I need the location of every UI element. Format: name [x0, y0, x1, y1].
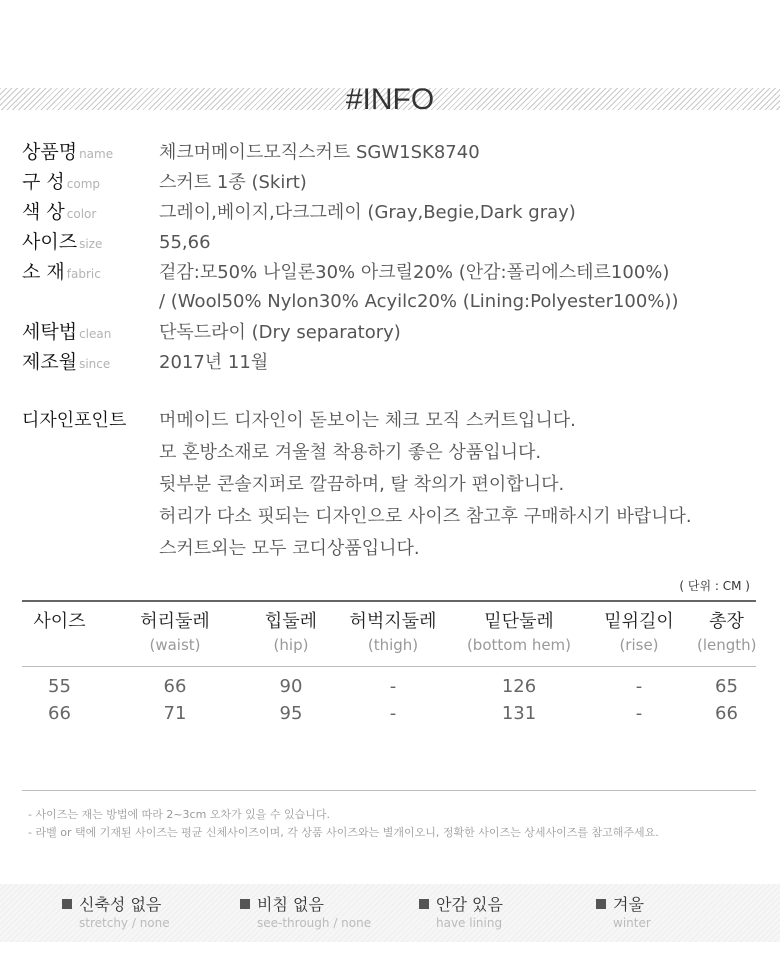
table-cell: 66 — [48, 703, 71, 724]
table-cell: 66 — [715, 703, 738, 724]
table-bottom-line — [22, 790, 756, 791]
table-cell: 126 — [501, 676, 537, 697]
spec-list — [22, 137, 762, 377]
table-cell: - — [389, 676, 397, 697]
feature-label: 안감 있음 — [436, 895, 503, 914]
design-point-line: 스커트외는 모두 코디상품입니다. — [159, 538, 420, 559]
spec-value: / (Wool50% Nylon30% Acyilc20% (Lining:Polyester100%)) — [159, 291, 679, 312]
spec-value: 단독드라이 (Dry separatory) — [159, 322, 401, 343]
square-bullet-icon — [240, 899, 250, 909]
spec-label-en: size — [79, 237, 103, 251]
feature-sublabel: see-through / none — [257, 916, 372, 930]
header-cell: 사이즈 — [33, 611, 86, 632]
spec-label-en: since — [79, 357, 111, 371]
design-point-line: 뒷부분 콘솔지퍼로 깔끔하며, 탈 착의가 편이합니다. — [159, 474, 565, 495]
spec-label-en: name — [79, 147, 114, 161]
spec-value: 겉감:모50% 나일론30% 아크릴20% (안감:폴리에스테르100%) — [159, 262, 670, 283]
spec-row-name — [22, 137, 762, 167]
table-cell: 65 — [715, 676, 738, 697]
info-title: #INFO — [345, 83, 435, 116]
header-cell: 허리둘레 (waist) — [140, 611, 210, 654]
spec-label-ko: 상품명 — [22, 141, 78, 163]
feature-band — [0, 884, 780, 942]
table-header-row — [22, 602, 756, 666]
feature-sublabel: stretchy / none — [79, 916, 170, 930]
spec-row-clean — [22, 317, 762, 347]
spec-label-en: clean — [79, 327, 112, 341]
spec-value: 55,66 — [159, 232, 211, 253]
table-row — [22, 673, 756, 700]
spec-label-ko: 제조월 — [22, 351, 78, 373]
spec-label-en: fabric — [66, 267, 101, 281]
table-cell: - — [635, 703, 643, 724]
design-point-label: 디자인포인트 — [22, 410, 127, 431]
header-cell: 밑단둘레 (bottom hem) — [466, 611, 572, 654]
spec-row-color — [22, 197, 762, 227]
square-bullet-icon — [62, 899, 72, 909]
table-cell: 66 — [163, 676, 187, 697]
feature-lining — [419, 895, 503, 931]
table-cell: - — [389, 703, 397, 724]
design-point-line: 허리가 다소 핏되는 디자인으로 사이즈 참고후 구매하시기 바랍니다. — [159, 506, 692, 527]
spec-row-fabric — [22, 257, 762, 287]
header-cell: 허벅지둘레 (thigh) — [349, 611, 437, 654]
design-point-line: 모 혼방소재로 겨울철 착용하기 좋은 상품입니다. — [159, 442, 542, 463]
feature-sublabel: winter — [613, 916, 651, 930]
size-note: - 라벨 or 택에 기재된 사이즈는 평균 신체사이즈이며, 각 상품 사이즈와는 별개이오니, 정확한 사이즈는 상세사이즈를 참고해주세요. — [28, 826, 659, 839]
feature-stretch — [62, 895, 170, 931]
spec-value: 스커트 1종 (Skirt) — [159, 172, 307, 193]
spec-row-comp — [22, 167, 762, 197]
size-note: - 사이즈는 재는 방법에 따라 2~3cm 오차가 있을 수 있습니다. — [28, 808, 331, 821]
spec-label-ko: 소 재 — [22, 261, 65, 283]
table-row — [22, 700, 756, 727]
spec-value: 체크머메이드모직스커트 SGW1SK8740 — [159, 142, 480, 163]
feature-label: 비침 없음 — [257, 895, 324, 914]
spec-row-size — [22, 227, 762, 257]
table-cell: 71 — [163, 703, 187, 724]
design-point — [22, 405, 762, 565]
table-cell: 131 — [501, 703, 537, 724]
feature-seethrough — [240, 895, 371, 931]
spec-label-ko: 구 성 — [22, 171, 65, 193]
feature-season — [596, 895, 651, 931]
table-cell: - — [635, 676, 643, 697]
square-bullet-icon — [419, 899, 429, 909]
design-point-lines — [159, 405, 692, 565]
spec-label-en: comp — [66, 177, 100, 191]
size-notes — [28, 806, 659, 842]
spec-label-ko: 세탁법 — [22, 321, 78, 343]
table-cell: 90 — [279, 676, 303, 697]
spec-label-ko: 사이즈 — [22, 231, 78, 253]
spec-label-ko: 색 상 — [22, 201, 65, 223]
header-cell: 총장 (length) — [697, 611, 757, 654]
spec-value: 2017년 11월 — [159, 352, 269, 373]
table-cell: 95 — [279, 703, 303, 724]
spec-row-fabric-continued — [22, 287, 762, 317]
table-cell: 55 — [48, 676, 71, 697]
spec-label-en: color — [66, 207, 97, 221]
square-bullet-icon — [596, 899, 606, 909]
feature-sublabel: have lining — [436, 916, 503, 930]
unit-note: ( 단위 : CM ) — [679, 579, 750, 593]
header-cell: 힙둘레 (hip) — [264, 611, 318, 654]
spec-row-since — [22, 347, 762, 377]
design-point-line: 머메이드 디자인이 돋보이는 체크 모직 스커트입니다. — [159, 410, 576, 431]
feature-label: 겨울 — [613, 895, 644, 914]
size-table — [22, 600, 756, 727]
spec-value: 그레이,베이지,다크그레이 (Gray,Begie,Dark gray) — [159, 202, 576, 223]
feature-label: 신축성 없음 — [79, 895, 162, 914]
header-cell: 밑위길이 (rise) — [604, 611, 674, 654]
